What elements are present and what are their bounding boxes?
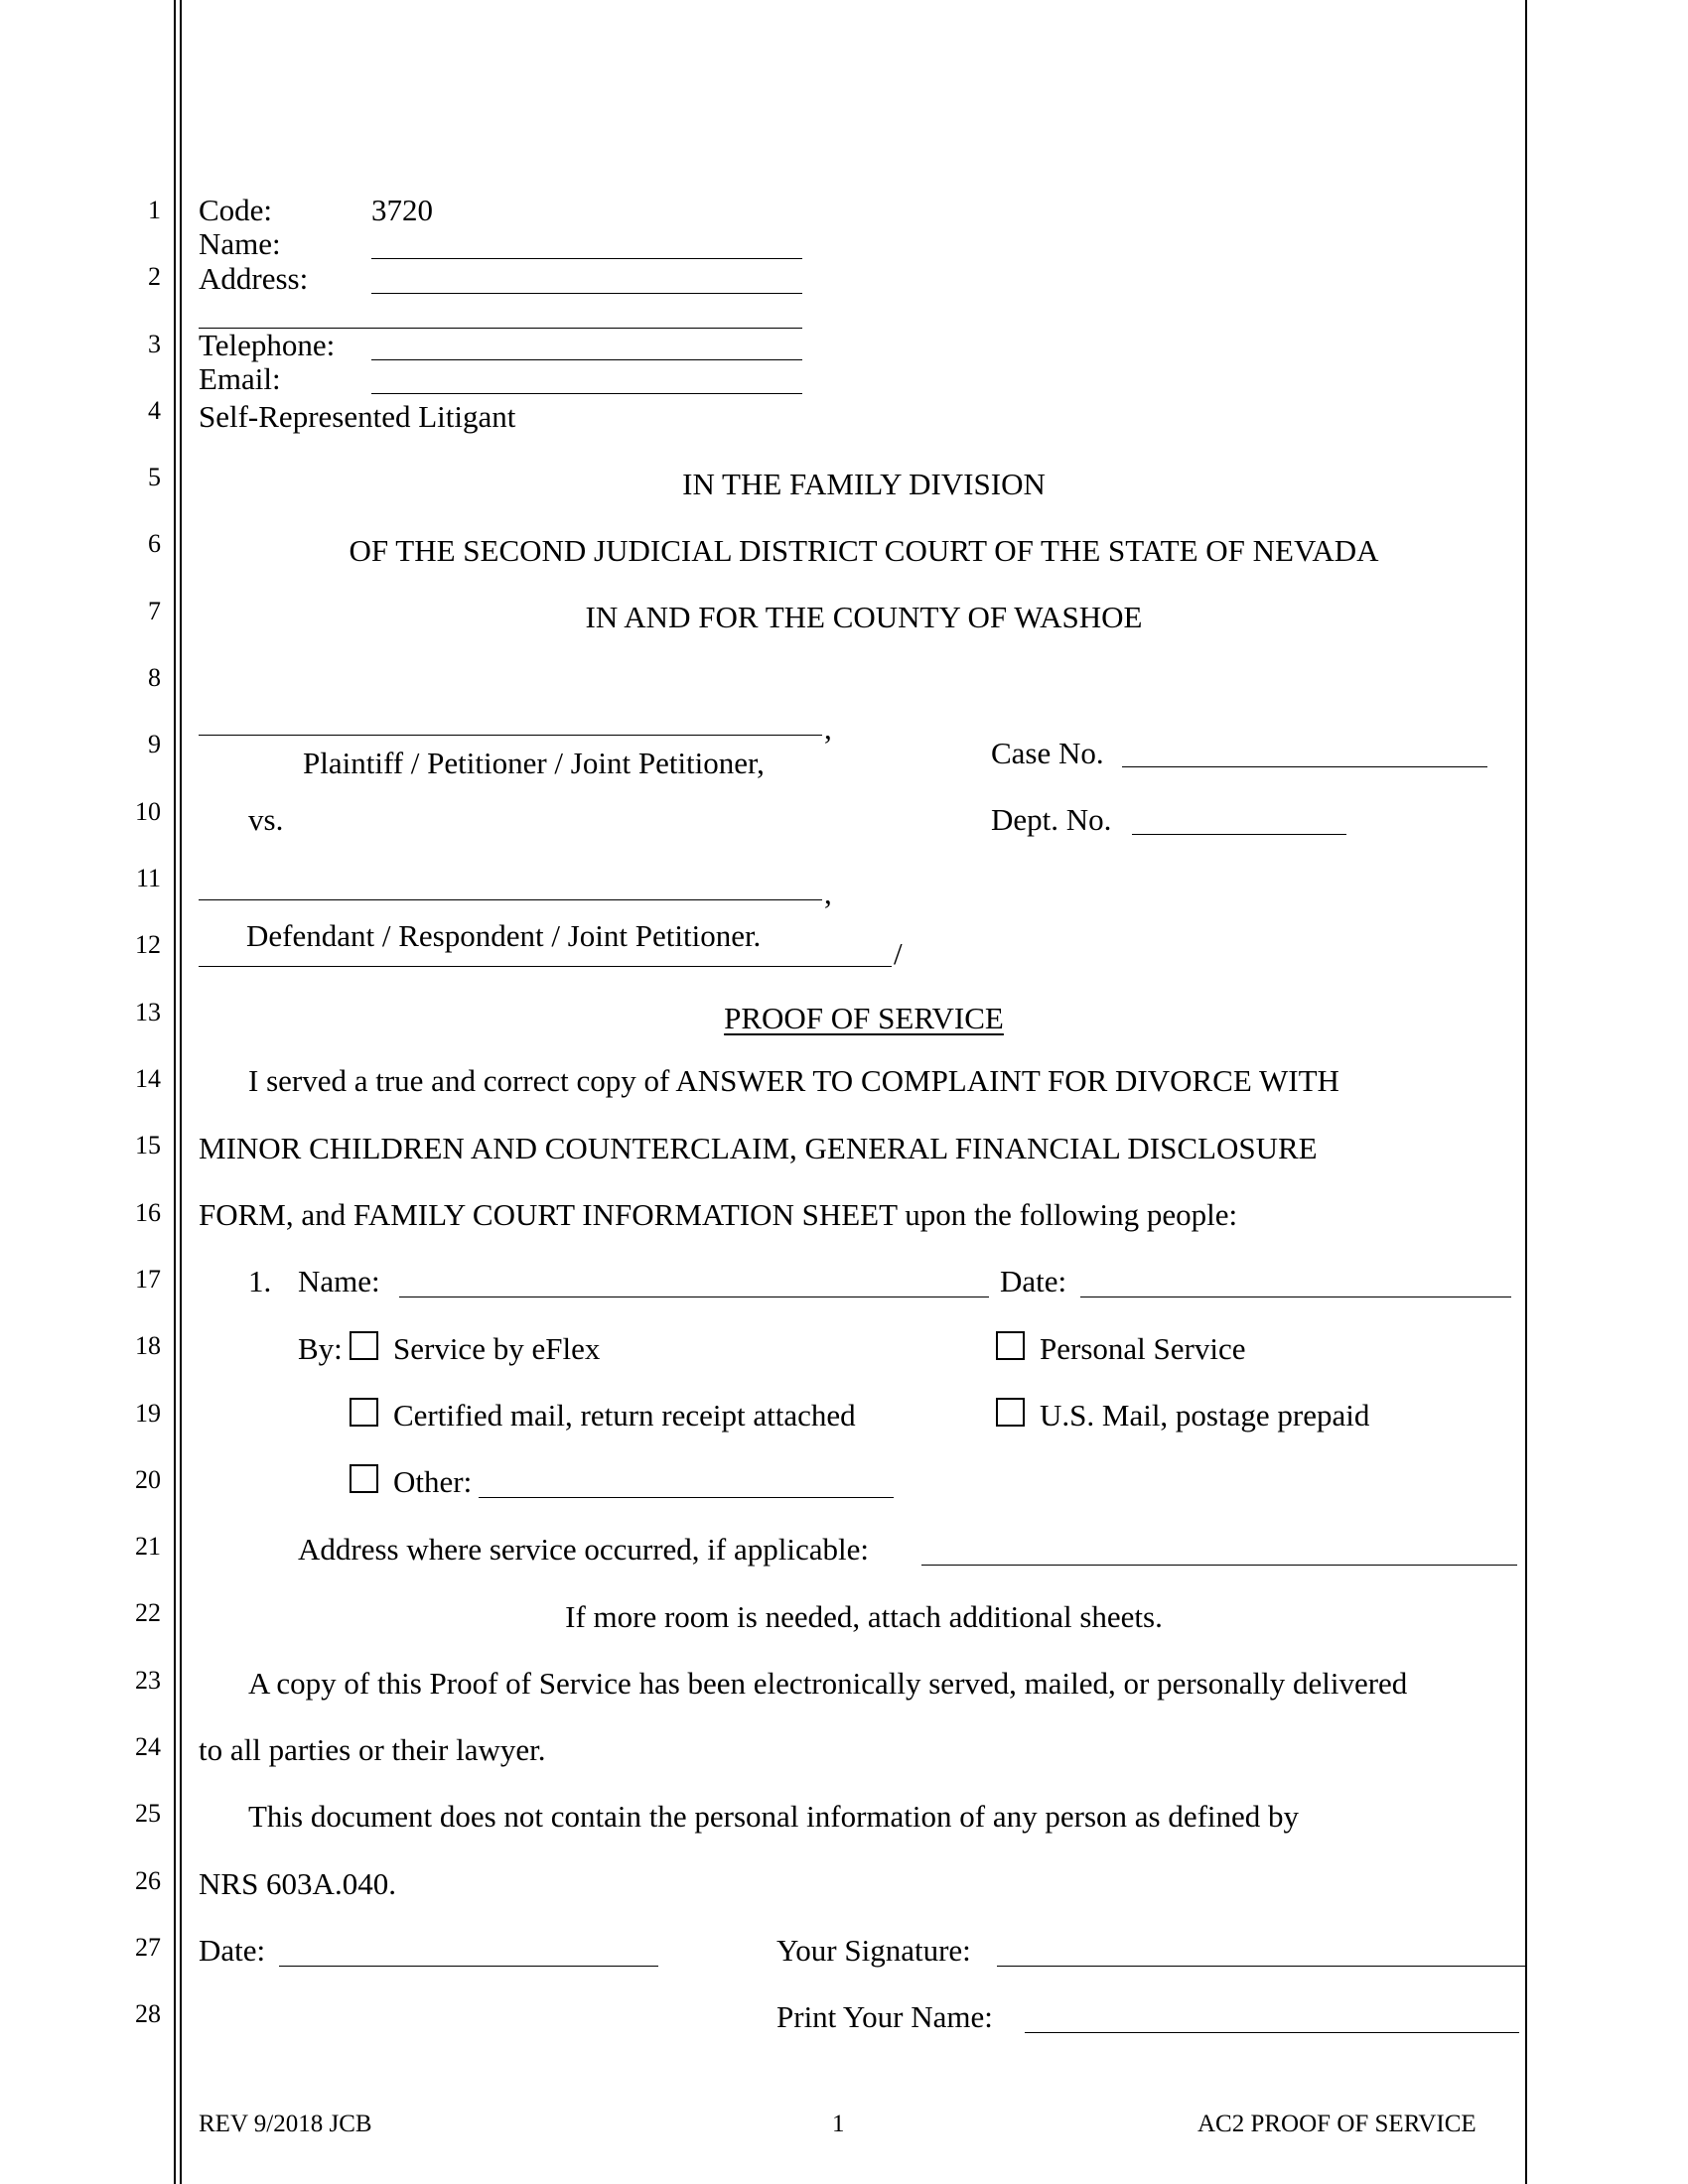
print-name-field[interactable] (1025, 2032, 1519, 2033)
telephone-label: Telephone: (199, 328, 336, 362)
line-number: 22 (135, 1598, 161, 1627)
left-margin-rule-outer (174, 0, 176, 2184)
line-number: 16 (135, 1198, 161, 1227)
copy-served-line-2: to all parties or their lawyer. (199, 1732, 546, 1767)
line-number: 24 (135, 1732, 161, 1761)
name-label: Name: (199, 226, 281, 261)
line-number: 4 (148, 396, 161, 425)
print-name-label: Print Your Name: (776, 1999, 993, 2034)
telephone-field[interactable] (371, 359, 802, 360)
line-number: 9 (148, 730, 161, 758)
form-code: AC2 PROOF OF SERVICE (1197, 2111, 1477, 2137)
copy-served-line-1: A copy of this Proof of Service has been electronically served, mailed, or personally delivered (248, 1666, 1408, 1701)
more-room-note: If more room is needed, attach additional sheets. (565, 1599, 1163, 1634)
other-checkbox[interactable] (350, 1464, 378, 1493)
case-number-field[interactable] (1122, 766, 1487, 767)
served-by-label: By: (298, 1331, 343, 1366)
signature-field[interactable] (997, 1966, 1525, 1967)
signature-label: Your Signature: (776, 1933, 971, 1968)
line-number: 26 (135, 1866, 161, 1895)
plaintiff-label: Plaintiff / Petitioner / Joint Petitioner, (303, 746, 765, 780)
item-number: 1. (248, 1264, 272, 1298)
line-number: 12 (135, 930, 161, 959)
served-name-label: Name: (298, 1264, 380, 1298)
revision-label: REV 9/2018 JCB (199, 2111, 372, 2137)
us-mail-label: U.S. Mail, postage prepaid (1040, 1398, 1370, 1433)
service-address-label: Address where service occurred, if applicable: (298, 1532, 869, 1567)
line-number: 10 (135, 797, 161, 826)
other-method-field[interactable] (479, 1497, 894, 1498)
document-title-text: PROOF OF SERVICE (724, 1001, 1004, 1035)
dept-number-label: Dept. No. (991, 802, 1112, 837)
line-number: 1 (148, 196, 161, 224)
email-field[interactable] (371, 393, 802, 394)
line-number: 20 (135, 1465, 161, 1494)
line-number: 3 (148, 330, 161, 358)
right-margin-rule (1525, 0, 1527, 2184)
court-name: OF THE SECOND JUDICIAL DISTRICT COURT OF THE STATE OF NEVADA (349, 533, 1379, 568)
caption-comma: , (824, 876, 832, 910)
code-label: Code: (199, 193, 273, 227)
service-address-field[interactable] (921, 1565, 1517, 1566)
court-county: IN AND FOR THE COUNTY OF WASHOE (585, 600, 1143, 634)
privacy-statement-line-2: NRS 603A.040. (199, 1866, 396, 1901)
line-number: 5 (148, 463, 161, 491)
document-title (179, 1003, 1549, 1033)
dept-number-field[interactable] (1132, 834, 1346, 835)
left-margin-rule-inner (180, 0, 182, 2184)
email-label: Email: (199, 361, 281, 396)
caption-slash: / (894, 936, 903, 971)
line-number: 13 (135, 998, 161, 1026)
caption-closing-line (199, 966, 892, 967)
statement-line-3: FORM, and FAMILY COURT INFORMATION SHEET upon the following people: (199, 1197, 1238, 1232)
line-number: 28 (135, 1999, 161, 2028)
line-number: 7 (148, 597, 161, 625)
line-number: 6 (148, 529, 161, 558)
personal-service-label: Personal Service (1040, 1331, 1246, 1366)
litigant-status: Self-Represented Litigant (199, 399, 516, 434)
certified-mail-label: Certified mail, return receipt attached (393, 1398, 856, 1433)
code-value: 3720 (371, 193, 433, 227)
address-label: Address: (199, 261, 309, 296)
line-number: 15 (135, 1131, 161, 1160)
personal-service-checkbox[interactable] (996, 1331, 1025, 1360)
sign-date-field[interactable] (279, 1966, 658, 1967)
name-field[interactable] (371, 258, 802, 259)
line-number: 27 (135, 1933, 161, 1962)
statement-line-2: MINOR CHILDREN AND COUNTERCLAIM, GENERAL FINANCIAL DISCLOSURE (199, 1131, 1318, 1165)
defendant-name-field[interactable] (199, 899, 822, 900)
line-number: 18 (135, 1331, 161, 1360)
statement-line-1: I served a true and correct copy of ANSWER TO COMPLAINT FOR DIVORCE WITH (248, 1063, 1339, 1098)
case-number-label: Case No. (991, 736, 1104, 770)
line-number: 23 (135, 1666, 161, 1695)
caption-comma: , (824, 711, 832, 746)
eflex-checkbox[interactable] (350, 1331, 378, 1360)
sign-date-label: Date: (199, 1933, 266, 1968)
line-number: 8 (148, 663, 161, 692)
line-number: 14 (135, 1064, 161, 1093)
certified-mail-checkbox[interactable] (350, 1398, 378, 1427)
other-option-label: Other: (393, 1464, 473, 1499)
plaintiff-name-field[interactable] (199, 735, 822, 736)
served-date-label: Date: (1000, 1264, 1067, 1298)
line-number: 19 (135, 1399, 161, 1428)
court-division: IN THE FAMILY DIVISION (682, 467, 1046, 501)
address-field-line-1[interactable] (371, 293, 802, 294)
us-mail-checkbox[interactable] (996, 1398, 1025, 1427)
line-number: 25 (135, 1799, 161, 1828)
defendant-label: Defendant / Respondent / Joint Petitioner. (246, 918, 762, 953)
page-number: 1 (832, 2111, 845, 2137)
versus-label: vs. (248, 802, 284, 837)
line-number: 2 (148, 262, 161, 291)
line-number: 17 (135, 1265, 161, 1294)
line-number: 11 (135, 864, 161, 892)
privacy-statement-line-1: This document does not contain the personal information of any person as defined by (248, 1799, 1300, 1834)
line-number: 21 (135, 1532, 161, 1561)
eflex-option-label: Service by eFlex (393, 1331, 601, 1366)
